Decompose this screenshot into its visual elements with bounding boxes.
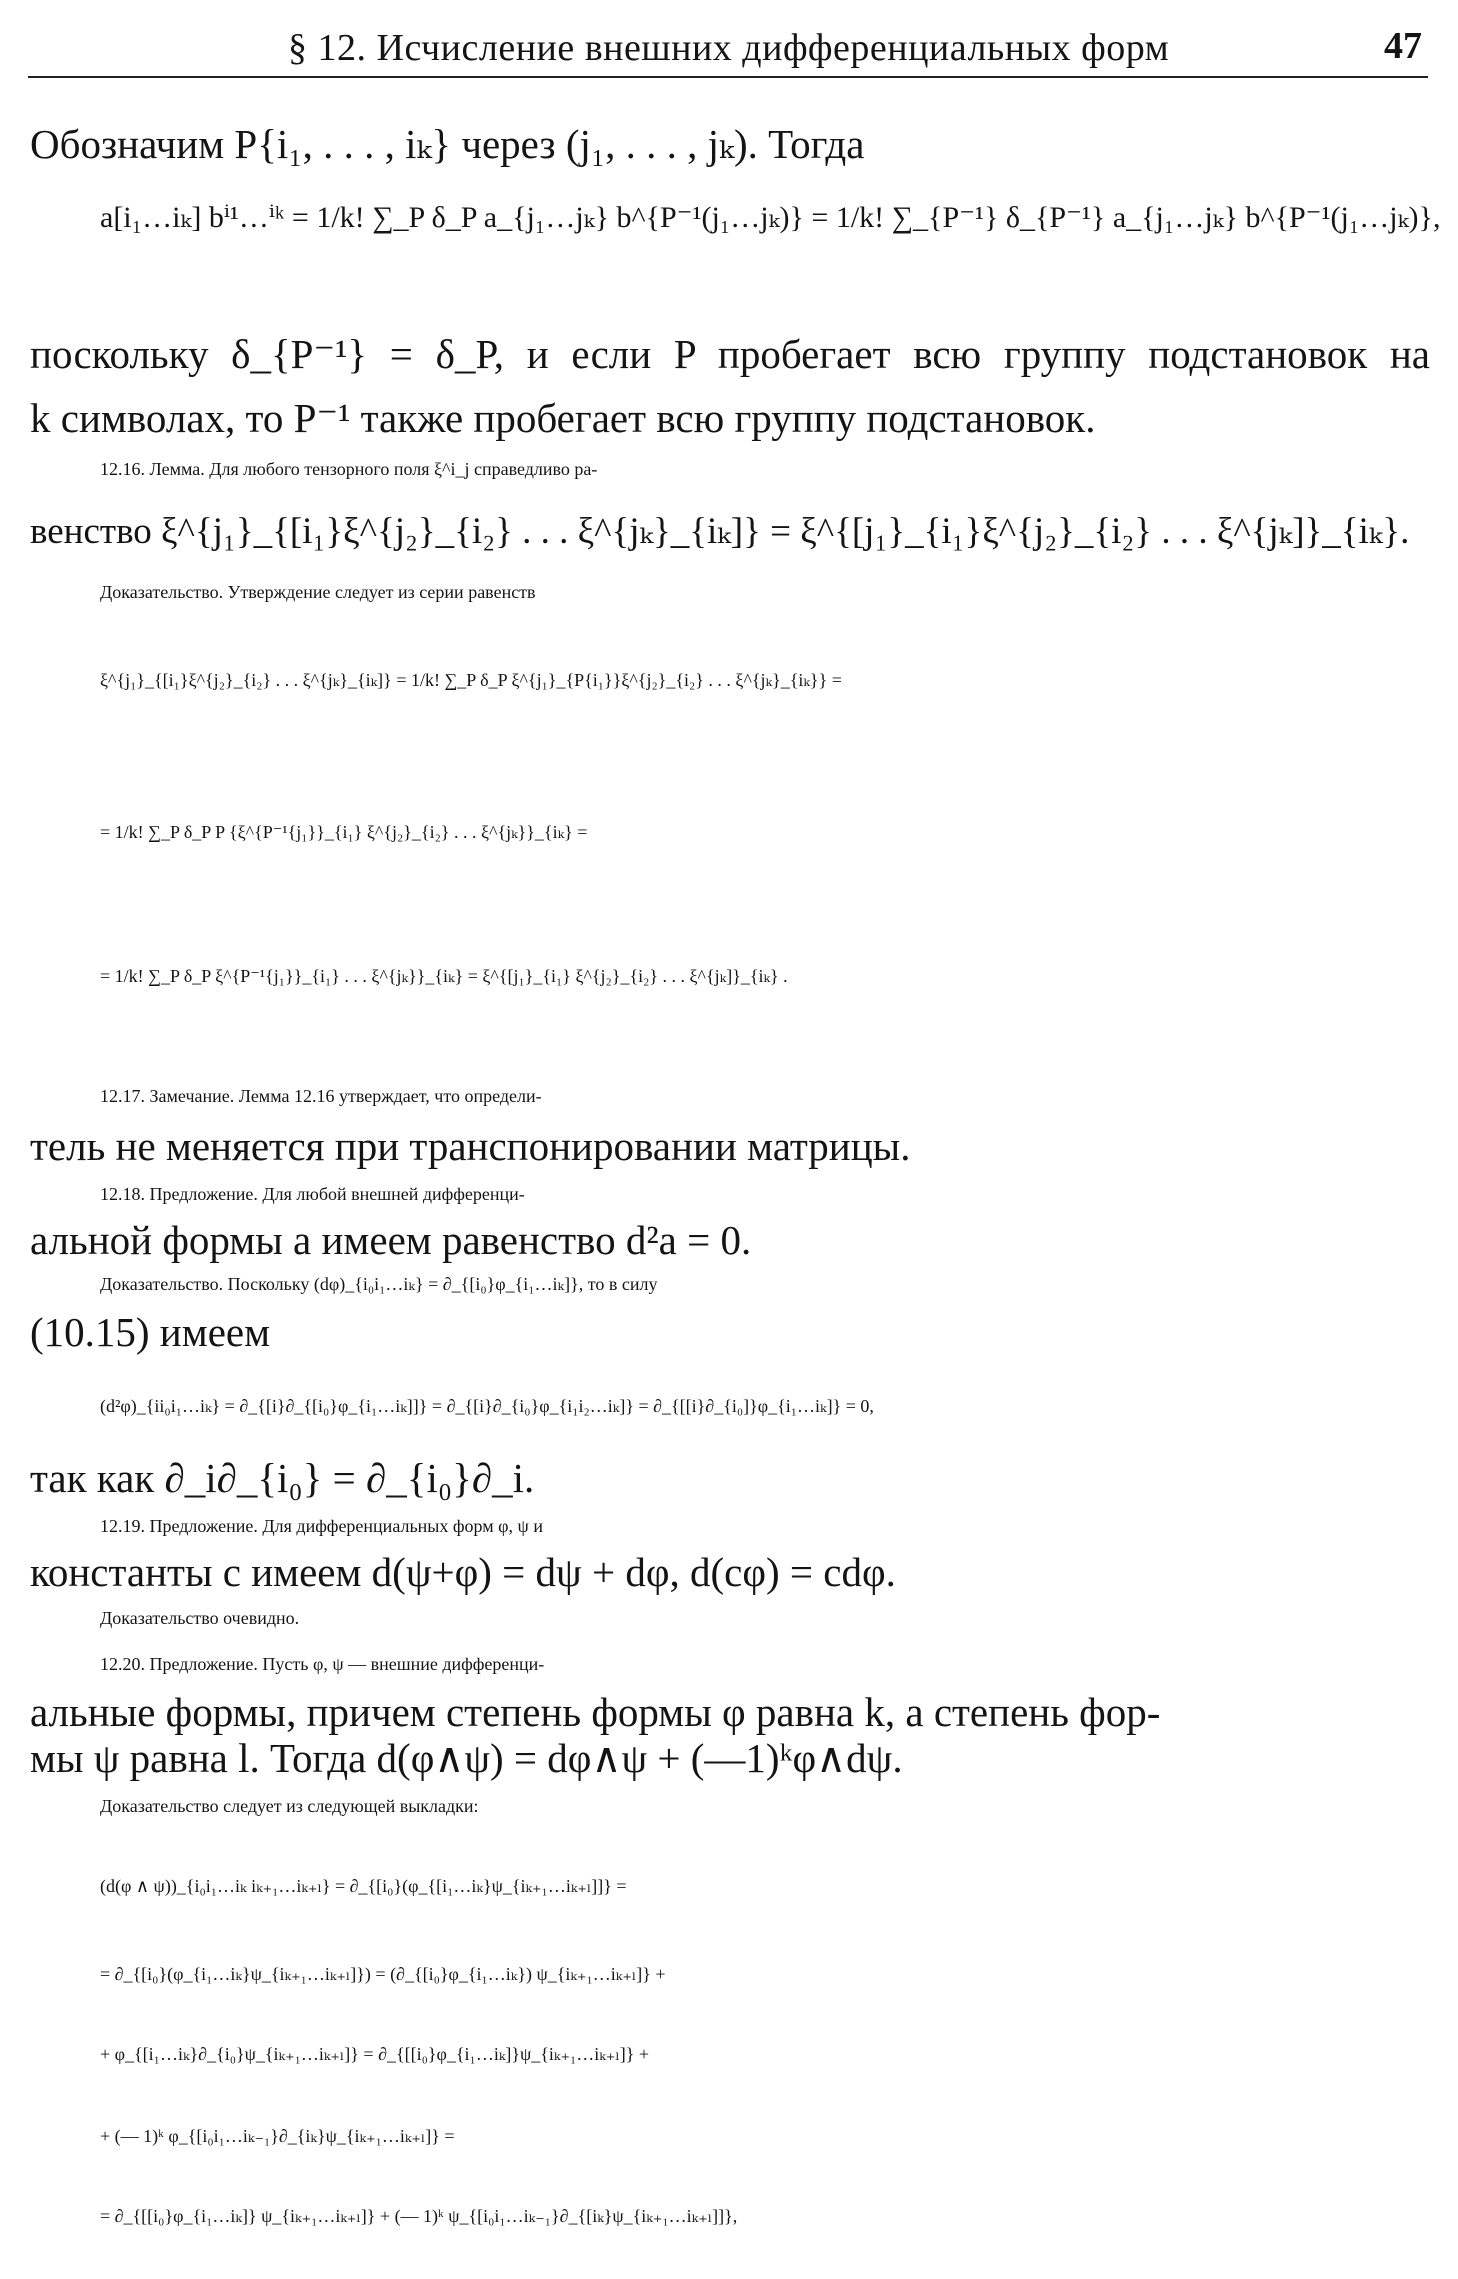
page-number: 47 — [1384, 25, 1422, 67]
text-line: так как ∂_i∂_{i₀} = ∂_{i₀}∂_i. — [30, 1455, 535, 1501]
text-line: венство ξ^{j₁}_{[i₁}ξ^{j₂}_{i₂} . . . ξ^{jₖ}_{iₖ]} = ξ^{[j₁}_{i₁}ξ^{j₂}_{i₂} . . . ξ^{jₖ]}_{iₖ}. — [30, 511, 1410, 552]
text-line: тель не меняется при транспонировании матрицы. — [30, 1123, 911, 1169]
proof-heading-line: Доказательство. Поскольку (dφ)_{i₀i₁…iₖ} = ∂_{[i₀}φ_{i₁…iₖ]}, то в силу — [100, 1274, 658, 1294]
equation-line: = ∂_{[[i₀}φ_{i₁…iₖ]} ψ_{iₖ₊₁…iₖ₊ₗ]} + (— 1)ᵏ ψ_{[i₀i₁…iₖ₋₁}∂_{[iₖ}ψ_{iₖ₊₁…iₖ₊ₗ]]}, — [100, 2206, 738, 2226]
proposition-heading-line: 12.19. Предложение. Для дифференциальных форм φ, ψ и — [100, 1516, 543, 1536]
equation-line: = 1/k! ∑_P δ_P P {ξ^{P⁻¹{j₁}}_{i₁} ξ^{j₂}_{i₂} . . . ξ^{jₖ}}_{iₖ} = — [100, 822, 588, 842]
text-line: константы c имеем d(ψ+φ) = dψ + dφ, d(cφ) = cdφ. — [30, 1549, 896, 1595]
equation-line: ξ^{j₁}_{[i₁}ξ^{j₂}_{i₂} . . . ξ^{jₖ}_{iₖ]} = 1/k! ∑_P δ_P ξ^{j₁}_{P{i₁}}ξ^{j₂}_{i₂} . . . ξ^{jₖ}_{iₖ}} = — [100, 670, 842, 690]
running-head — [28, 18, 1428, 78]
remark-heading-line: 12.17. Замечание. Лемма 12.16 утверждает, что определи- — [100, 1086, 542, 1106]
text-line: k символах, то P⁻¹ также пробегает всю группу подстановок. — [30, 395, 1096, 441]
equation-line: (d²φ)_{ii₀i₁…iₖ} = ∂_{[i}∂_{[i₀}φ_{i₁…iₖ]]} = ∂_{[i}∂_{i₀}φ_{i₁i₂…iₖ]} = ∂_{[[i}∂_{i₀]}φ_{i₁…iₖ]} = 0, — [100, 1396, 874, 1416]
text-line: альной формы a имеем равенство d²a = 0. — [30, 1217, 752, 1263]
text-line: Доказательство очевидно. — [100, 1608, 300, 1628]
proof-heading-line: Доказательство. Утверждение следует из серии равенств — [100, 582, 536, 602]
running-title: § 12. Исчисление внешних дифференциальных форм — [288, 27, 1170, 69]
equation-line: = 1/k! ∑_P δ_P ξ^{P⁻¹{j₁}}_{i₁} . . . ξ^{jₖ}}_{iₖ} = ξ^{[j₁}_{i₁} ξ^{j₂}_{i₂} . . . ξ^{jₖ]}_{iₖ} . — [100, 966, 788, 986]
equation-line: + φ_{[i₁…iₖ}∂_{i₀}ψ_{iₖ₊₁…iₖ₊ₗ]} = ∂_{[[i₀}φ_{i₁…iₖ]}ψ_{iₖ₊₁…iₖ₊ₗ]} + — [100, 2044, 649, 2064]
text-line: поскольку δ_{P⁻¹} = δ_P, и если P пробегает всю группу подстановок на — [30, 331, 1430, 377]
proof-heading-line: Доказательство следует из следующей выкладки: — [100, 1796, 479, 1816]
text-line: Обозначим P{i₁, . . . , iₖ} через (j₁, . . . , jₖ). Тогда — [30, 121, 865, 167]
equation-line: + (— 1)ᵏ φ_{[i₀i₁…iₖ₋₁}∂_{iₖ}ψ_{iₖ₊₁…iₖ₊ₗ]} = — [100, 2126, 455, 2146]
equation-line: = ∂_{[i₀}(φ_{i₁…iₖ}ψ_{iₖ₊₁…iₖ₊ₗ]}) = (∂_{[i₀}φ_{i₁…iₖ}) ψ_{iₖ₊₁…iₖ₊ₗ]} + — [100, 1964, 666, 1984]
text-line: (10.15) имеем — [30, 1309, 271, 1355]
text-line: мы ψ равна l. Тогда d(φ∧ψ) = dφ∧ψ + (—1)ᵏφ∧dψ. — [30, 1735, 903, 1781]
equation-line: (d(φ ∧ ψ))_{i₀i₁…iₖ iₖ₊₁…iₖ₊ₗ} = ∂_{[i₀}(φ_{[i₁…iₖ}ψ_{iₖ₊₁…iₖ₊ₗ]]} = — [100, 1876, 627, 1896]
text-line: альные формы, причем степень формы φ равна k, а степень фор- — [30, 1689, 1161, 1735]
equation-line: a[i₁…iₖ] bⁱ¹…ⁱᵏ = 1/k! ∑_P δ_P a_{j₁…jₖ} b^{P⁻¹(j₁…jₖ)} = 1/k! ∑_{P⁻¹} δ_{P⁻¹} a_{j₁…jₖ} b^{P⁻¹(j₁…jₖ)}, — [100, 201, 1441, 234]
proposition-heading-line: 12.18. Предложение. Для любой внешней дифференци- — [100, 1184, 525, 1204]
proposition-heading-line: 12.20. Предложение. Пусть φ, ψ — внешние дифференци- — [100, 1654, 545, 1674]
lemma-heading-line: 12.16. Лемма. Для любого тензорного поля ξ^i_j справедливо ра- — [100, 459, 598, 479]
